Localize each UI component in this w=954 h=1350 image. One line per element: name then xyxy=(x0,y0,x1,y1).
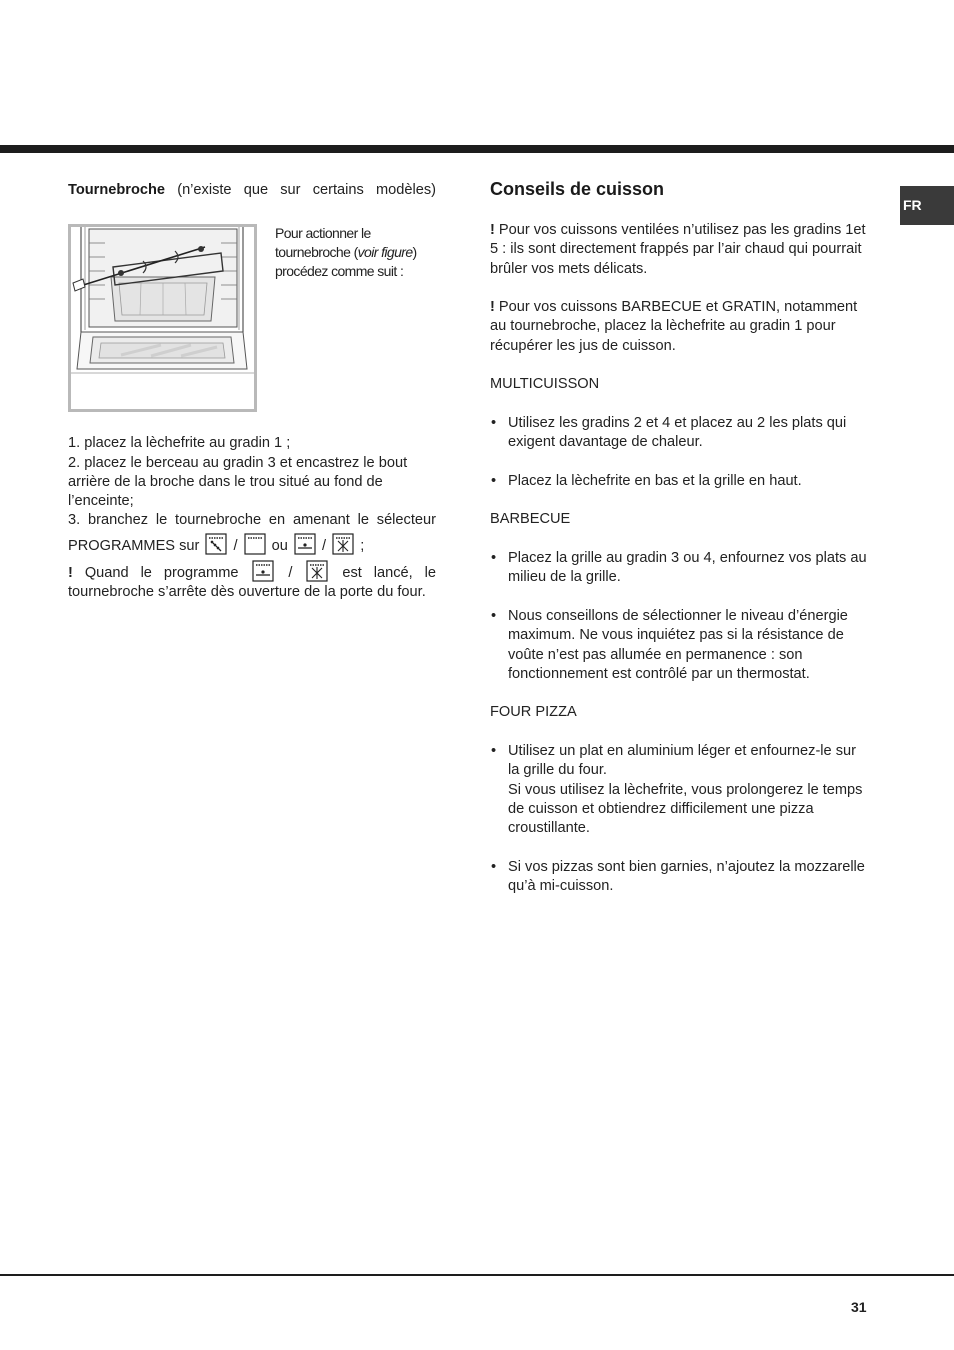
left-column xyxy=(68,181,436,603)
header-rule xyxy=(0,145,954,153)
step-3: 3. branchez le tournebroche en amenant le sélecteur xyxy=(68,512,436,529)
grill-fan-program-icon xyxy=(205,533,227,555)
barbecue-program-icon xyxy=(306,560,328,582)
section-title: Conseils de cuisson xyxy=(490,179,665,199)
pizza-heading: FOUR PIZZA xyxy=(490,704,577,721)
page-number: 31 xyxy=(851,1299,867,1315)
step-2: 2. placez le berceau au gradin 3 et encastrez le bout arrière de la broche dans le trou situé au fond de l’enceinte; xyxy=(68,454,408,510)
step-1: 1. placez la lèchefrite au gradin 1 ; xyxy=(68,435,291,452)
barbecue-heading: BARBECUE xyxy=(490,511,571,528)
rotisserie-heading: Tournebroche xyxy=(68,182,166,198)
gratin-program-icon xyxy=(252,560,274,582)
rotisserie-figure-row xyxy=(68,224,436,414)
rotisserie-intro: Tournebroche (n’existe que sur certains modèles) xyxy=(68,182,436,198)
step-3-programs: PROGRAMMES sur / ou / ; xyxy=(68,533,436,556)
top-grill-program-icon xyxy=(244,533,266,555)
oven-drawing xyxy=(71,227,254,409)
gratin-program-icon xyxy=(294,533,316,555)
barbecue-program-icon xyxy=(332,533,354,555)
multicuisson-heading: MULTICUISSON xyxy=(490,376,600,393)
language-tab: FR xyxy=(900,186,954,225)
list-item: • Utilisez un plat en aluminium léger et enfournez-le sur la grille du four. Si vous utilisez la lèchefrite, vous prolongerez le temps de cuisson et obtiendrez difficilement une pizza croustillante. xyxy=(490,742,870,838)
list-item: • Si vos pizzas sont bien garnies, n’ajoutez la mozzarelle qu’à mi-cuisson. xyxy=(490,858,870,897)
warning-ventilated: ! Pour vos cuissons ventilées n’utilisez pas les gradins 1et 5 : ils sont directement frappés par l’air chaud qui pourrait brûler vos mets délicats. xyxy=(490,222,866,277)
list-item: • Nous conseillons de sélectionner le niveau d’énergie maximum. Ne vous inquiétez pas si la résistance de voûte n’est pas allumée en permanence : son fonctionnement est contrôlé par un thermostat. xyxy=(490,607,870,684)
list-item: • Placez la grille au gradin 3 ou 4, enfournez vos plats au milieu de la grille. xyxy=(490,549,870,588)
rotisserie-note-cont: tournebroche s’arrête dès ouverture de la porte du four. xyxy=(68,584,426,601)
oven-rotisserie-illustration xyxy=(68,224,257,412)
warning-barbecue: ! Pour vos cuissons BARBECUE et GRATIN, notamment au tournebroche, placez la lèchefrite au gradin 1 pour récupérer les jus de cuisson. xyxy=(490,299,858,354)
footer-rule xyxy=(0,1274,954,1276)
rotisserie-note: ! Quand le programme / est lancé, le xyxy=(68,560,436,583)
list-item: • Placez la lèchefrite en bas et la grille en haut. xyxy=(490,472,870,491)
rotisserie-steps xyxy=(68,434,436,602)
figure-caption: Pour actionner le tournebroche (voir figure) procédez comme suit : xyxy=(275,225,417,280)
right-column xyxy=(490,177,870,916)
list-item: • Utilisez les gradins 2 et 4 et placez au 2 les plats qui exigent davantage de chaleur. xyxy=(490,414,870,453)
